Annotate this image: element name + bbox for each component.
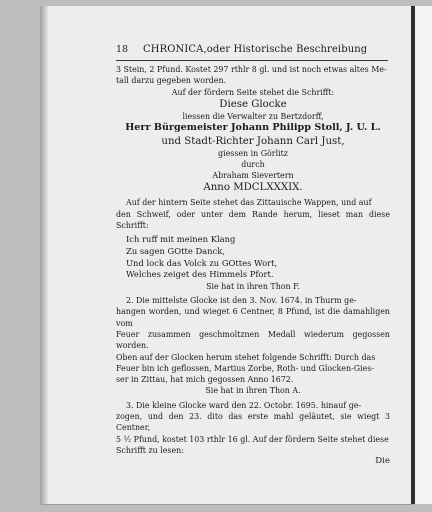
inscription-line: Herr Bürgemeister Johann Philipp Stoll, J. U. L.	[125, 122, 381, 134]
verse-line: Zu sagen GOtte Danck,	[126, 245, 225, 256]
running-header	[116, 44, 412, 58]
inscription-line: durch	[241, 159, 265, 169]
tone-line: Sie hat in ihren Thon A.	[205, 386, 301, 396]
text-line: tall darzu gegeben worden.	[116, 76, 227, 86]
text-line: zogen, und den 23. dito das erste mahl geläutet, sie wiegt 3 Centner,	[116, 412, 390, 433]
page-number: 18	[116, 44, 129, 55]
inscription-line: Abraham Sievertern	[212, 171, 294, 181]
text-line: 3. Die kleine Glocke ward den 22. Octobr. 1695. hinauf ge-	[126, 400, 362, 410]
verse-line: Und lock das Volck zu GOttes Wort,	[126, 257, 278, 268]
text-line: Schrifft zu lesen:	[116, 445, 184, 455]
text-line: Oben auf der Glocken herum stehet folgende Schrifft: Durch das	[116, 352, 376, 362]
page-body	[116, 64, 390, 468]
inscription-line: Diese Glocke	[219, 98, 287, 110]
inscription-line: Anno MDCLXXXIX.	[203, 182, 303, 194]
text-line: Auf der hintern Seite stehet das Zittauische Wappen, und auf	[126, 198, 372, 208]
page-gutter	[40, 6, 48, 504]
text-line: 5 ½ Pfund, kostet 103 rthlr 16 gl. Auf der fördern Seite stehet diese	[116, 434, 389, 444]
text-line: hangen worden, und wieget 6 Centner, 8 Pfund, ist die damahligen vom	[116, 307, 390, 328]
text-line: den Schweif, oder unter dem Rande herum, lieset man diese Schrifft:	[116, 209, 390, 231]
text-line: ser in Zittau, hat mich gegossen Anno 1672.	[116, 375, 294, 385]
inscription-line: und Stadt-Richter Johann Carl Just,	[161, 135, 345, 147]
text-line: 2. Die mittelste Glocke ist den 3. Nov. 1674. in Thurm ge-	[126, 296, 357, 306]
tone-line: Sie hat in ihren Thon F.	[206, 281, 300, 291]
header-rule	[116, 60, 388, 61]
catchword: Die	[375, 456, 390, 467]
text-line: Feuer zusammen geschmoltznen Medall wiederum gegossen worden.	[116, 329, 390, 351]
inscription-intro: Auf der fördern Seite stehet die Schrifft:	[171, 87, 335, 97]
running-title: CHRONICA,oder Historische Beschreibung	[143, 44, 368, 55]
scan-margin	[415, 6, 432, 504]
inscription-line: giessen in Görlitz	[218, 148, 288, 158]
text-line: 3 Stein, 2 Pfund. Kostet 297 rthlr 8 gl. und ist noch etwas altes Me-	[116, 65, 387, 74]
verse-line: Welches zeiget des Himmels Pfort.	[126, 269, 274, 280]
verse-line: Ich ruff mit meinen Klang	[126, 234, 236, 245]
text-line: Feuer bin ich geflossen, Martius Zorbe, Roth- und Glocken-Gies-	[116, 363, 374, 373]
inscription-line: liessen die Verwalter zu Bertzdorff,	[182, 111, 324, 121]
